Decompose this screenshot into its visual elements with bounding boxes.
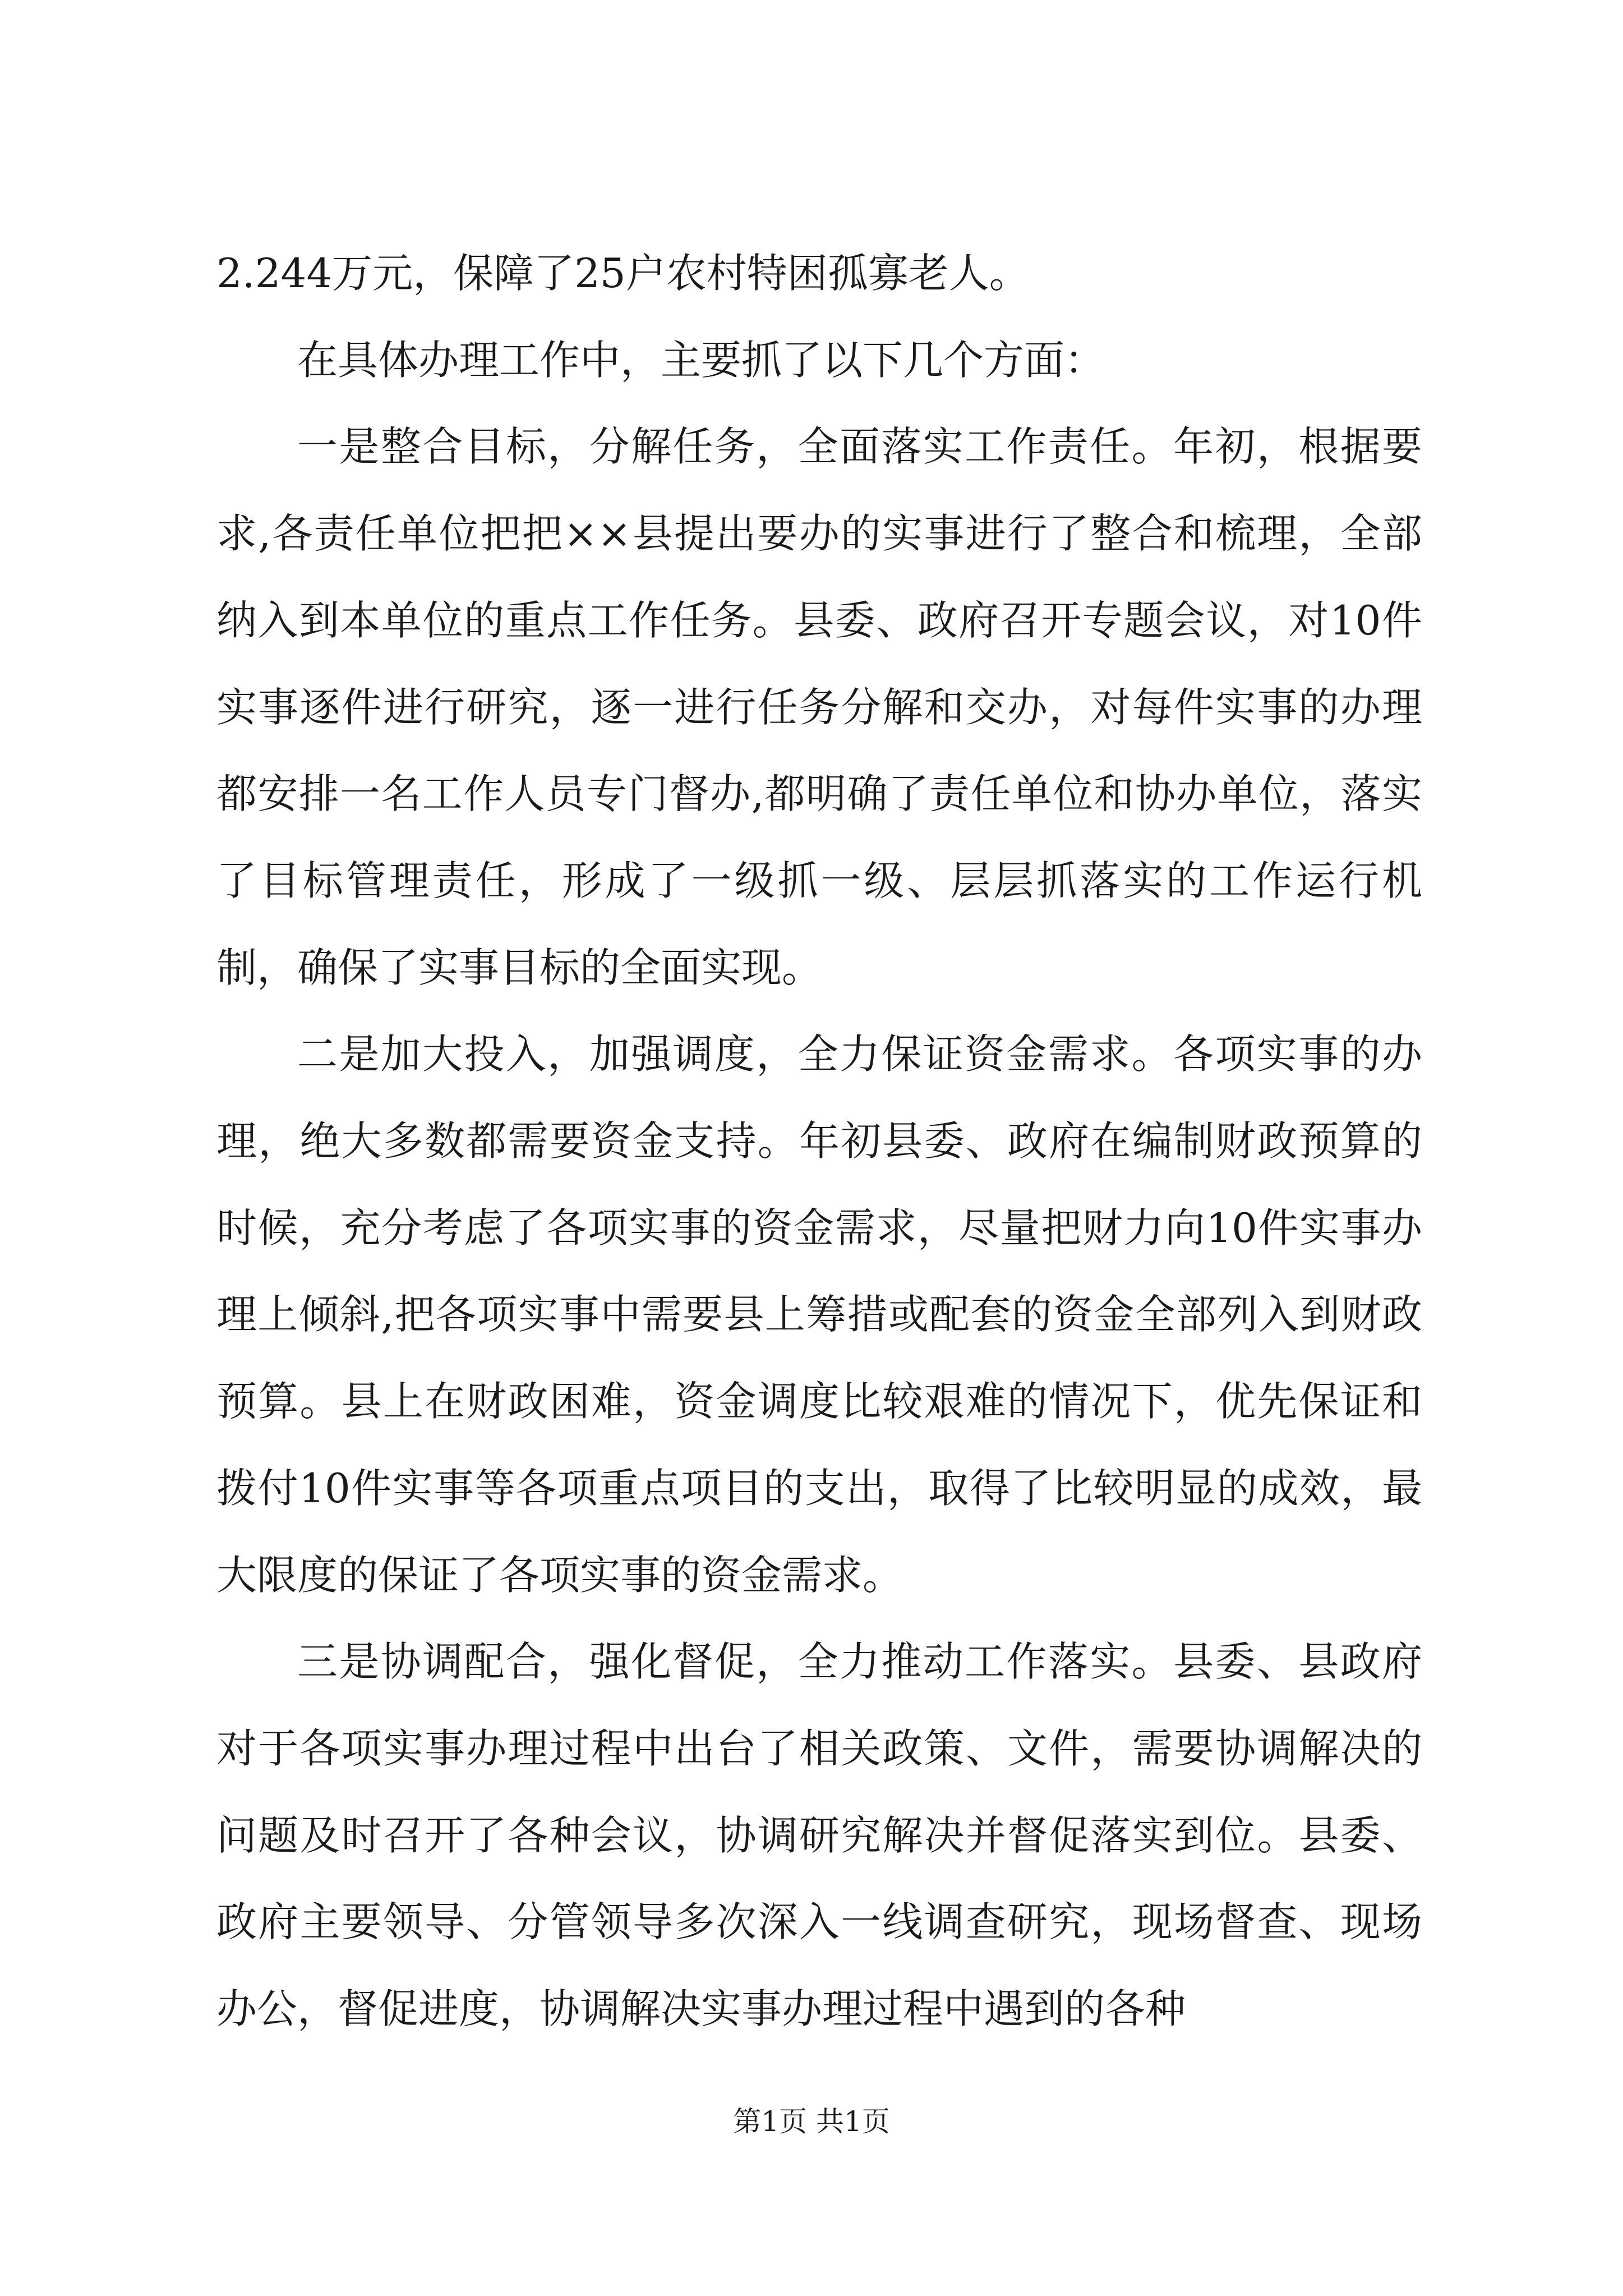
paragraph-3: 一是整合目标，分解任务，全面落实工作责任。年初，根据要求,各责任单位把把××县提出要办的实事进行了整合和梳理，全部纳入到本单位的重点工作任务。县委、政府召开专题会议，对10件实事逐件进行研究，逐一进行任务分解和交办，对每件实事的办理都安排一名工作人员专门督办,都明确了责任单位和协办单位，落实了目标管理责任，形成了一级抓一级、层层抓落实的工作运行机制，确保了实事目标的全面实现。	[216, 423, 1422, 991]
paragraph-2: 在具体办理工作中，主要抓了以下几个方面：	[297, 336, 1105, 384]
document-body	[216, 230, 1422, 2053]
page-number-label: 第1页 共1页	[733, 2105, 890, 2138]
page-footer	[0, 2105, 1623, 2138]
paragraph-1: 2.244万元，保障了25户农村特困孤寡老人。	[216, 250, 1030, 297]
paragraph-4: 二是加大投入，加强调度，全力保证资金需求。各项实事的办理，绝大多数都需要资金支持。年初县委、政府在编制财政预算的时候，充分考虑了各项实事的资金需求，尽量把财力向10件实事办理上倾斜,把各项实事中需要县上筹措或配套的资金全部列入到财政预算。县上在财政困难，资金调度比较艰难的情况下，优先保证和拨付10件实事等各项重点项目的支出，取得了比较明显的成效，最大限度的保证了各项实事的资金需求。	[216, 1030, 1422, 1599]
paragraph-5: 三是协调配合，强化督促，全力推动工作落实。县委、县政府对于各项实事办理过程中出台了相关政策、文件，需要协调解决的问题及时召开了各种会议，协调研究解决并督促落实到位。县委、政府主要领导、分管领导多次深入一线调查研究，现场督查、现场办公，督促进度，协调解决实事办理过程中遇到的各种	[216, 1638, 1422, 2033]
